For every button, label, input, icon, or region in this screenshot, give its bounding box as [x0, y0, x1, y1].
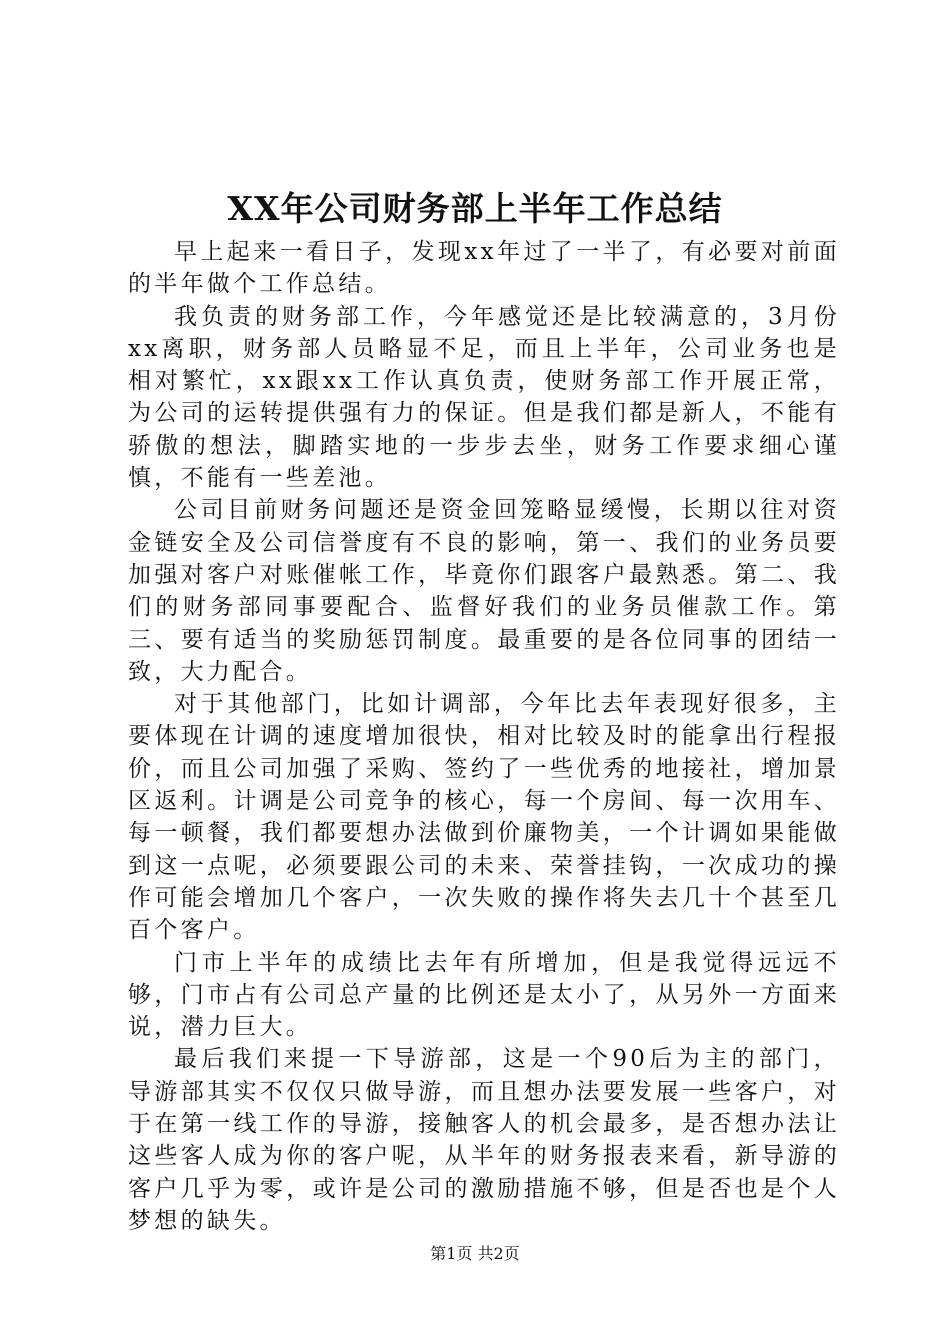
document-body: [128, 236, 840, 1237]
paragraph: 早上起来一看日子，发现xx年过了一半了，有必要对前面的半年做个工作总结。: [128, 239, 840, 298]
paragraph: 对于其他部门，比如计调部，今年比去年表现好很多，主要体现在计调的速度增加很快，相对比较及时的能拿出行程报价，而且公司加强了采购、签约了一些优秀的地接社，增加景区返利。计调是公司竞争的核心，每一个房间、每一次用车、每一顿餐，我们都要想办法做到价廉物美，一个计调如果能做到这一点呢，必须要跟公司的未来、荣誉挂钩，一次成功的操作可能会增加几个客户，一次失败的操作将失去几十个甚至几百个客户。: [128, 691, 840, 944]
page-number: 第1页 共2页: [430, 1244, 520, 1263]
page-footer: [0, 1242, 950, 1266]
paragraph: 公司目前财务问题还是资金回笼略显缓慢，长期以往对资金链安全及公司信誉度有不良的影响，第一、我们的业务员要加强对客户对账催帐工作，毕竟你们跟客户最熟悉。第二、我们的财务部同事要配合、监督好我们的业务员催款工作。第三、要有适当的奖励惩罚制度。最重要的是各位同事的团结一致，大力配合。: [128, 497, 840, 685]
paragraph: 门市上半年的成绩比去年有所增加，但是我觉得远远不够，门市占有公司总产量的比例还是太小了，从另外一方面来说，潜力巨大。: [128, 949, 840, 1041]
document-title: XX年公司财务部上半年工作总结: [227, 189, 723, 228]
paragraph: 我负责的财务部工作，今年感觉还是比较满意的，3月份xx离职，财务部人员略显不足，而且上半年，公司业务也是相对繁忙，xx跟xx工作认真负责，使财务部工作开展正常，为公司的运转提供强有力的保证。但是我们都是新人，不能有骄傲的想法，脚踏实地的一步步去坐，财务工作要求细心谨慎，不能有一些差池。: [128, 303, 840, 492]
paragraph: 最后我们来提一下导游部，这是一个90后为主的部门，导游部其实不仅仅只做导游，而且想办法要发展一些客户，对于在第一线工作的导游，接触客人的机会最多，是否想办法让这些客人成为你的客户呢，从半年的财务报表来看，新导游的客户几乎为零，或许是公司的激励措施不够，但是否也是个人梦想的缺失。: [128, 1046, 840, 1234]
